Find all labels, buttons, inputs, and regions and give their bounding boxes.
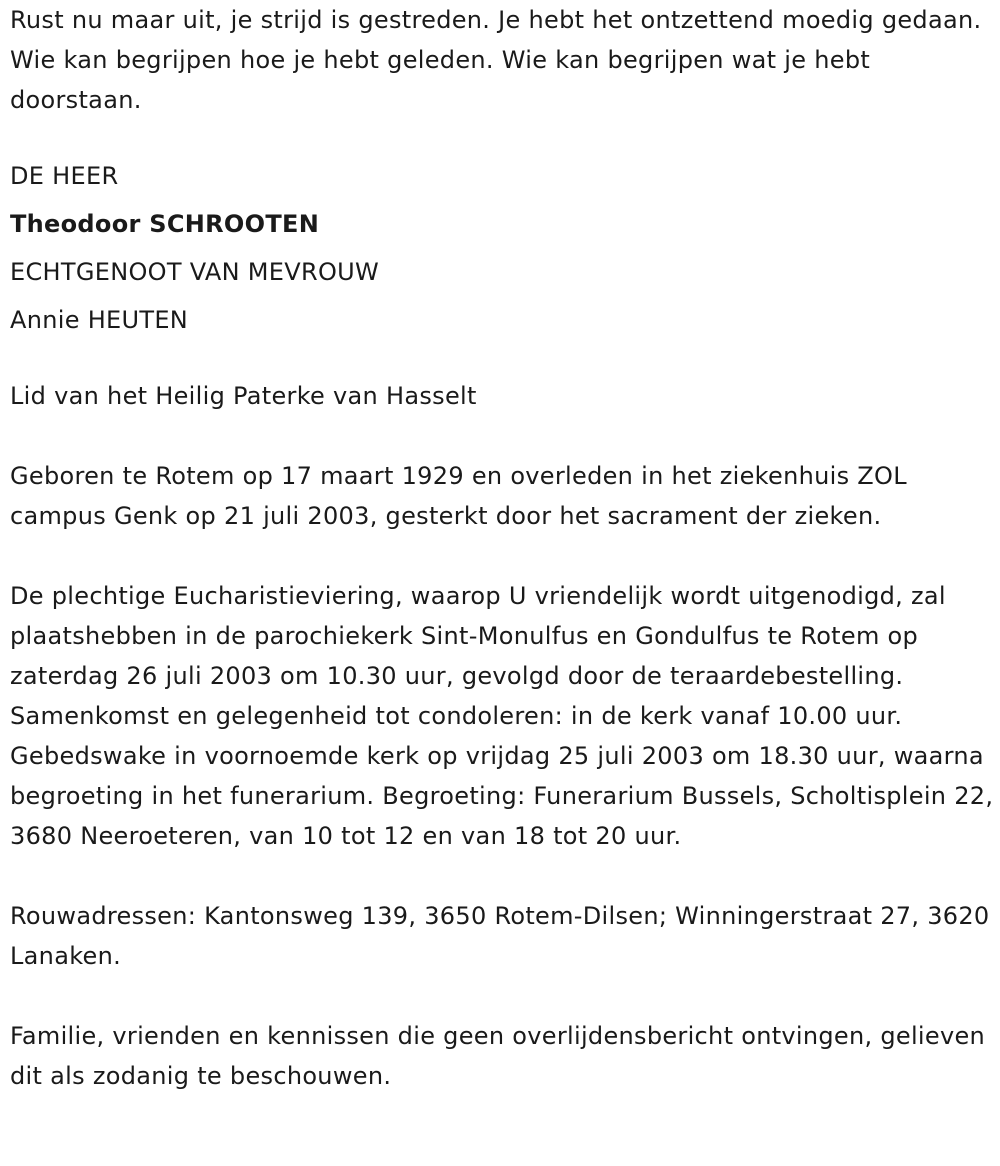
honorific: DE HEER <box>10 162 119 190</box>
spacer <box>10 976 995 1016</box>
obituary-document <box>10 0 995 1096</box>
ceremony-paragraph: De plechtige Eucharistieviering, waarop U vriendelijk wordt uitgenodigd, zal plaatshebben in de parochiekerk Sint-Monulfus en Gondulfus te Rotem op zaterdag 26 juli 2003 om 10.30 uur, gevolgd door de teraardebestelling. Samenkomst en gelegenheid tot condoleren: in de kerk vanaf 10.00 uur. Gebedswake in voornoemde kerk op vrijdag 25 juli 2003 om 18.30 uur, waarna begroeting in het funerarium. Begroeting: Funerarium Bussels, Scholtisplein 22, 3680 Neeroeteren, van 10 tot 12 en van 18 tot 20 uur. <box>10 582 994 850</box>
membership-paragraph: Lid van het Heilig Paterke van Hasselt <box>10 382 477 410</box>
addresses-paragraph: Rouwadressen: Kantonsweg 139, 3650 Rotem-Dilsen; Winningerstraat 27, 3620 Lanaken. <box>10 902 990 970</box>
spouse-name: Annie HEUTEN <box>10 306 189 334</box>
relation-label: ECHTGENOOT VAN MEVROUW <box>10 258 380 286</box>
announcement-block <box>10 152 995 344</box>
spacer <box>10 344 995 376</box>
spacer <box>10 536 995 576</box>
poem-paragraph: Rust nu maar uit, je strijd is gestreden. Je hebt het ontzettend moedig gedaan. Wie kan begrijpen hoe je hebt geleden. Wie kan begrijpen wat je hebt doorstaan. <box>10 6 982 114</box>
deceased-name: Theodoor SCHROOTEN <box>10 210 320 238</box>
birth-death-paragraph: Geboren te Rotem op 17 maart 1929 en overleden in het ziekenhuis ZOL campus Genk op 21 juli 2003, gesterkt door het sacrament der zieken. <box>10 462 907 530</box>
spacer <box>10 120 995 152</box>
closing-paragraph: Familie, vrienden en kennissen die geen overlijdensbericht ontvingen, gelieven dit als zodanig te beschouwen. <box>10 1022 986 1090</box>
spacer <box>10 416 995 456</box>
spacer <box>10 856 995 896</box>
